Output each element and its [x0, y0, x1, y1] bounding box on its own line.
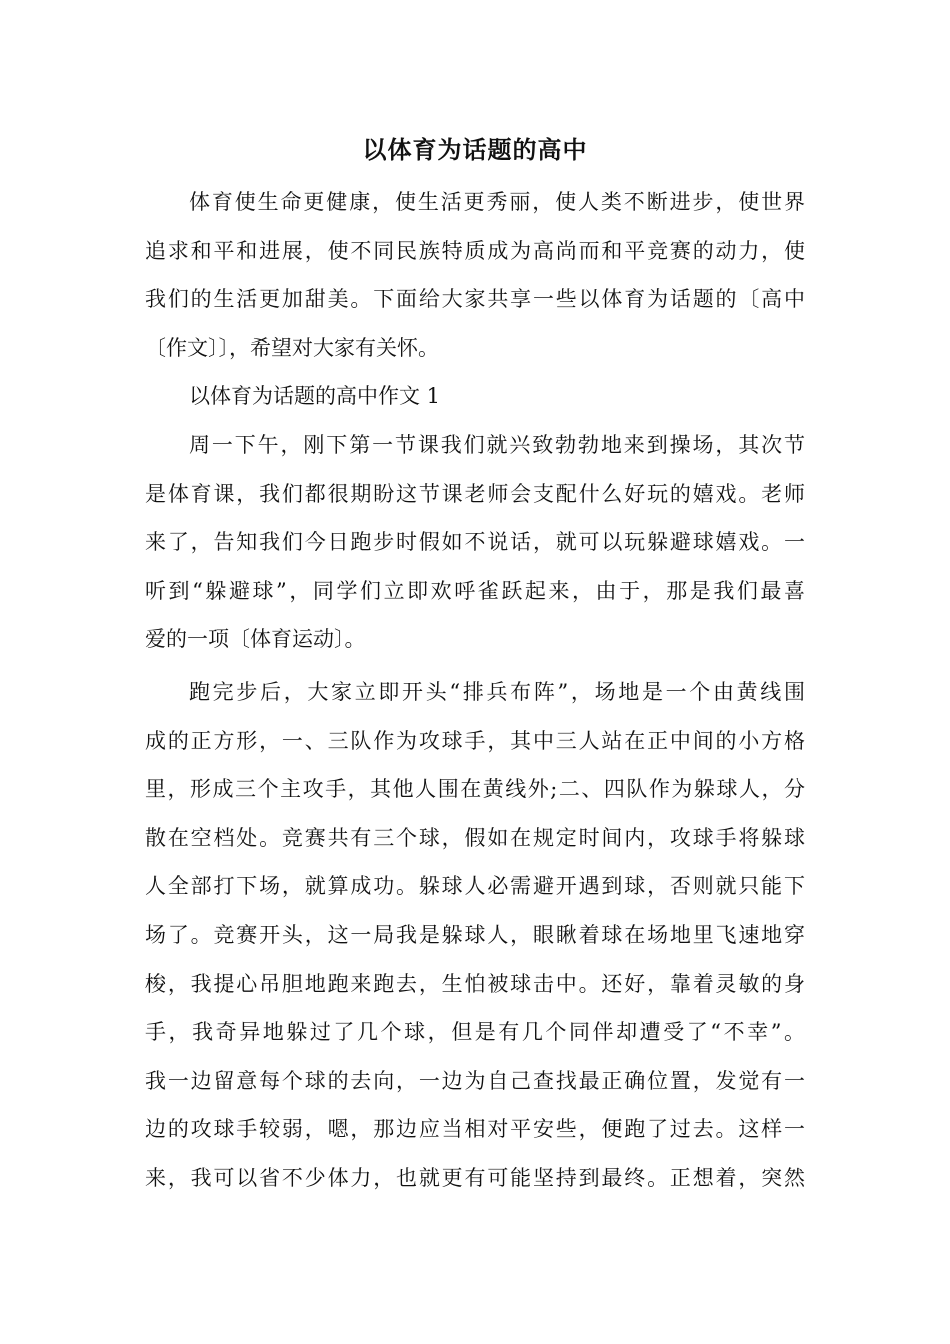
- paragraph-line: 边的攻球手较弱，嗯，那边应当相对平安些，便跑了过去。这样一: [145, 1117, 805, 1142]
- intro-line: 体育使生命更健康，使生活更秀丽，使人类不断进步，使世界: [189, 190, 805, 214]
- intro-line: 追求和平和进展，使不同民族特质成为高尚而和平竞赛的动力，使: [145, 238, 805, 263]
- paragraph-line: 成的正方形，一、三队作为攻球手，其中三人站在正中间的小方格: [145, 728, 805, 753]
- paragraph-line: 里，形成三个主攻手，其他人围在黄线外;二、四队作为躲球人，分: [145, 777, 805, 802]
- intro-paragraph: [145, 178, 805, 372]
- paragraph-line: 来，我可以省不少体力，也就更有可能坚持到最终。正想着，突然: [145, 1165, 805, 1190]
- paragraph-line: 听到“躲避球”，同学们立即欢呼雀跃起来，由于，那是我们最喜: [145, 578, 805, 603]
- paragraph-2: [145, 668, 805, 1203]
- paragraph-line: 我一边留意每个球的去向，一边为自己查找最正确位置，发觉有一: [145, 1068, 805, 1093]
- intro-line: 我们的生活更加甜美。下面给大家共享一些以体育为话题的〔高中: [145, 287, 805, 312]
- document-body: [145, 178, 805, 1202]
- paragraph-line: 爱的一项〔体育运动〕。: [145, 627, 366, 652]
- paragraph-1: [145, 421, 805, 664]
- paragraph-line: 跑完步后，大家立即开头“排兵布阵”，场地是一个由黄线围: [189, 679, 805, 704]
- paragraph-line: 散在空档处。竞赛共有三个球，假如在规定时间内，攻球手将躲球: [145, 825, 805, 850]
- document-title: 以体育为话题的高中: [362, 135, 588, 164]
- paragraph-line: 手，我奇异地躲过了几个球，但是有几个同伴却遭受了“不幸”。: [145, 1020, 805, 1045]
- paragraph-line: 周一下午，刚下第一节课我们就兴致勃勃地来到操场，其次节: [189, 432, 805, 457]
- paragraph-line: 来了，告知我们今日跑步时假如不说话，就可以玩躲避球嬉戏。一: [145, 530, 805, 555]
- section-heading: 以体育为话题的高中作文 1: [189, 384, 441, 409]
- intro-line: 〔作文〕〕，希望对大家有关怀。: [145, 335, 439, 360]
- paragraph-line: 梭，我提心吊胆地跑来跑去，生怕被球击中。还好，靠着灵敏的身: [145, 971, 805, 996]
- paragraph-line: 场了。竞赛开头，这一局我是躲球人，眼瞅着球在场地里飞速地穿: [145, 922, 805, 947]
- paragraph-line: 是体育课，我们都很期盼这节课老师会支配什么好玩的嬉戏。老师: [145, 481, 805, 506]
- paragraph-line: 人全部打下场，就算成功。躲球人必需避开遇到球，否则就只能下: [145, 874, 805, 899]
